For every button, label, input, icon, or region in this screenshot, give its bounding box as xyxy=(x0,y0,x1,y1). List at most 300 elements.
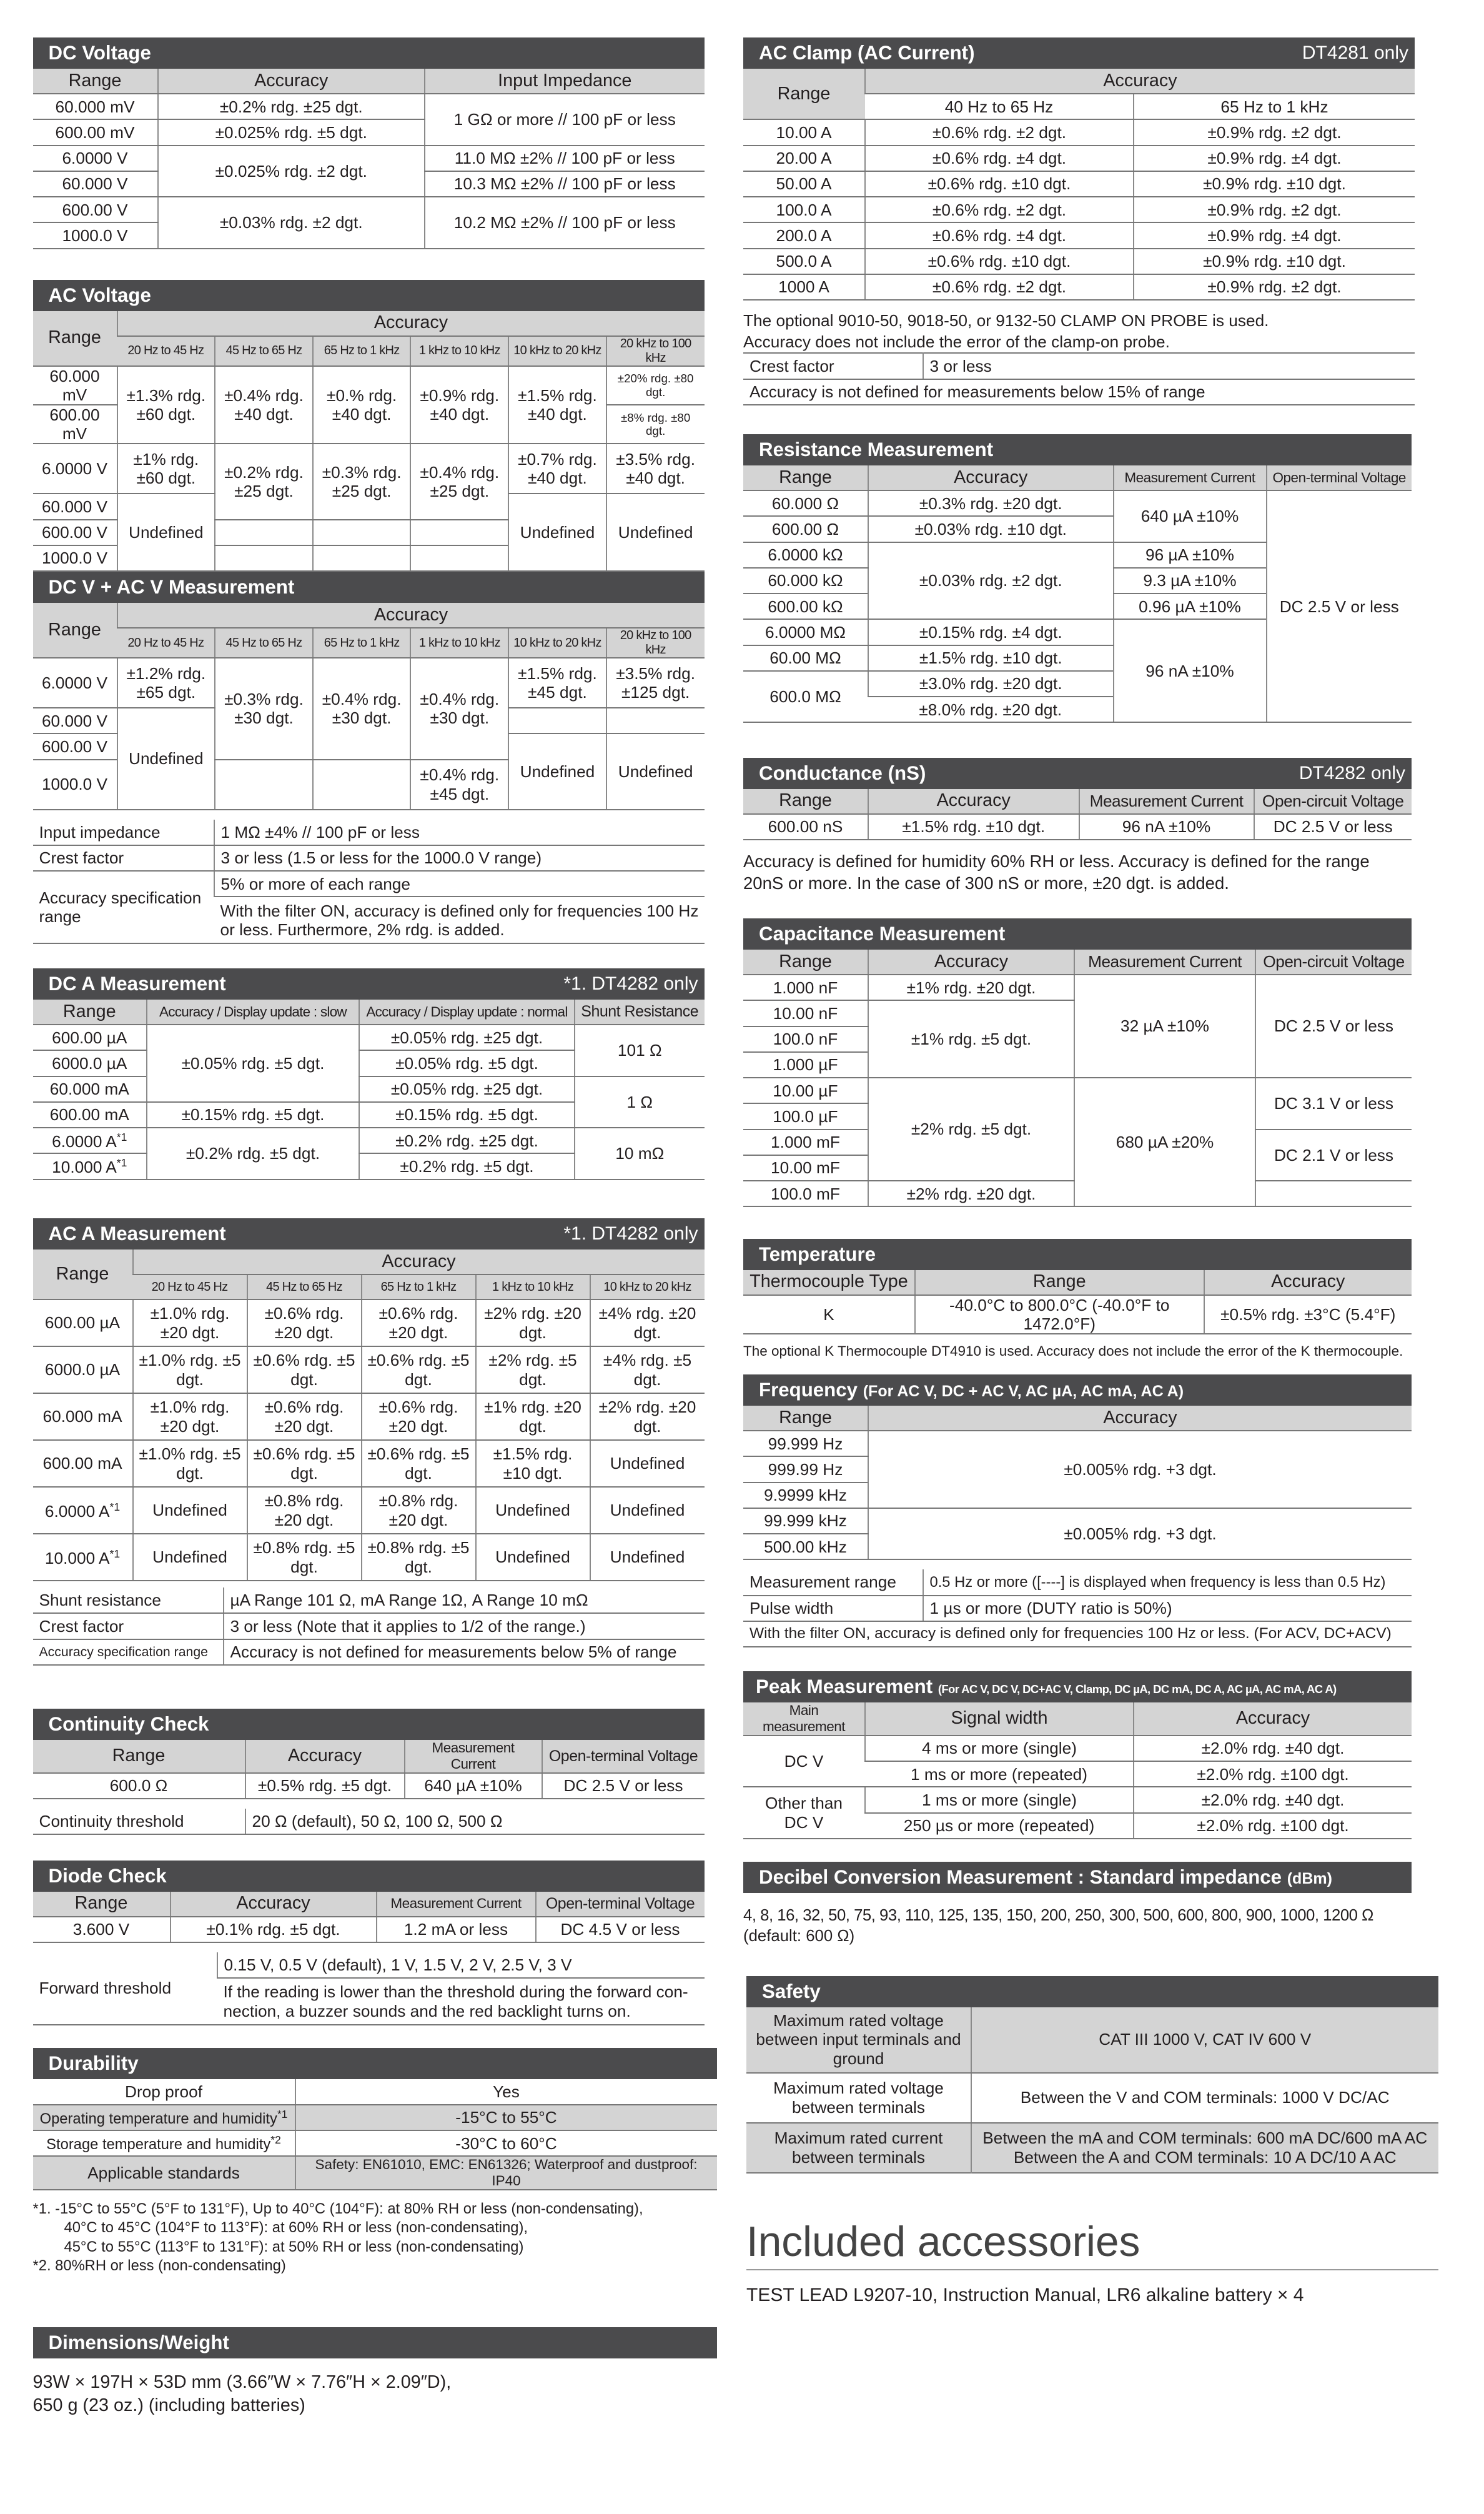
row-value: Between the V and COM terminals: 1000 V DC/AC xyxy=(971,2073,1438,2123)
blank-cell xyxy=(215,760,313,810)
range-cell: 9.9999 kHz xyxy=(743,1483,868,1508)
blank-cell xyxy=(508,708,606,733)
range-cell xyxy=(33,1534,133,1581)
blank-cell xyxy=(215,520,313,545)
continuity-section xyxy=(33,1709,705,1835)
label-text: Storage temperature and humidity xyxy=(46,2135,271,2153)
accuracy-cell: ±1.0% rdg. ±5 dgt. xyxy=(133,1346,247,1393)
table-row xyxy=(743,222,1415,248)
accuracy-cell: ±0.2% rdg. ±5 dgt. xyxy=(147,1128,359,1180)
accuracy-cell: ±0.% rdg. ±40 dgt. xyxy=(313,366,411,444)
conductance-table xyxy=(743,789,1412,840)
current-cell: 32 µA ±10% xyxy=(1074,975,1255,1078)
section-subtitle: (For AC V, DC V, DC+AC V, Clamp, DC µA, DC mA, DC A, AC µA, AC mA, AC A) xyxy=(937,1682,1337,1696)
range-cell: 6000.0 µA xyxy=(33,1050,147,1076)
blank-cell xyxy=(313,760,411,810)
blank-cell xyxy=(1255,1181,1412,1206)
freq-header: 65 Hz to 1 kHz xyxy=(313,628,411,658)
table-row xyxy=(743,249,1415,274)
accuracy-cell: ±0.15% rdg. ±5 dgt. xyxy=(147,1102,359,1128)
clamp-note: The optional 9010-50, 9018-50, or 9132-50 CLAMP ON PROBE is used. xyxy=(743,311,1269,330)
section-title: Safety xyxy=(746,1976,1438,2007)
accuracy-cell: ±3.0% rdg. ±20 dgt. xyxy=(868,671,1114,697)
peak-section xyxy=(743,1671,1412,1839)
frequency-table xyxy=(743,1406,1412,1560)
accuracy-cell: ±0.2% rdg. ±25 dgt. xyxy=(215,444,313,519)
col-header: Range xyxy=(33,1000,147,1025)
section-title-text: Decibel Conversion Measurement : Standard impedance xyxy=(759,1866,1282,1888)
ac-voltage-section xyxy=(33,280,705,572)
row-label xyxy=(33,2105,295,2130)
accuracy-cell: Undefined xyxy=(606,494,705,571)
accuracy-cell: ±3.5% rdg. ±125 dgt. xyxy=(606,658,705,708)
col-header: Accuracy xyxy=(133,1250,705,1274)
table-row xyxy=(33,1487,705,1534)
range-cell: 200.0 A xyxy=(743,222,865,248)
range-cell: 3.600 V xyxy=(33,1917,171,1942)
voltage-cell: DC 2.5 V or less xyxy=(1254,814,1412,840)
col-header: Range xyxy=(743,69,865,119)
accuracy-cell: ±1.5% rdg. ±10 dgt. xyxy=(476,1440,590,1487)
accuracy-cell: ±0.1% rdg. ±5 dgt. xyxy=(171,1917,377,1942)
section-title: AC Voltage xyxy=(33,280,705,311)
range-cell: 60.000 kΩ xyxy=(743,568,868,594)
range-cell xyxy=(33,1440,133,1487)
range-cell: 999.99 Hz xyxy=(743,1456,868,1482)
accuracy-cell: ±0.025% rdg. ±5 dgt. xyxy=(158,119,425,145)
accessories-title: Included accessories xyxy=(746,2218,1438,2270)
freq-header: 65 Hz to 1 kHz xyxy=(1134,94,1415,119)
ac-clamp-table xyxy=(743,69,1415,301)
col-header: Shunt Resistance xyxy=(575,1000,705,1025)
col-header: Range xyxy=(743,465,868,490)
range-text: 60.000 mA xyxy=(42,1407,122,1426)
col-header: Signal width xyxy=(865,1702,1134,1736)
table-row xyxy=(33,1346,705,1393)
accuracy-cell: ±2.0% rdg. ±40 dgt. xyxy=(1134,1736,1412,1761)
width-cell: 1 ms or more (single) xyxy=(865,1787,1134,1812)
range-text: 6000.0 µA xyxy=(44,1360,121,1379)
note-value: With the filter ON, accuracy is defined only for frequencies 100 Hz or less. Furthermore, 2% rdg. is added. xyxy=(214,897,705,943)
section-title: DC V + AC V Measurement xyxy=(33,572,705,603)
col-header: Accuracy xyxy=(171,1892,377,1917)
accessories-text: TEST LEAD L9207-10, Instruction Manual, LR6 alkaline battery × 4 xyxy=(746,2285,1304,2305)
range-cell xyxy=(33,1487,133,1534)
table-row xyxy=(33,1440,705,1487)
note-label: Crest factor xyxy=(33,845,214,871)
range-text: 10.000 A xyxy=(52,1157,117,1176)
accuracy-cell: ±0.9% rdg. ±40 dgt. xyxy=(410,366,508,444)
range-cell: 600.00 mV xyxy=(33,405,117,444)
range-cell: 600.00 nS xyxy=(743,814,868,840)
col-header: Open-circuit Voltage xyxy=(1254,789,1412,814)
range-cell: 100.0 nF xyxy=(743,1026,868,1052)
row-value xyxy=(971,2123,1438,2173)
safety-table xyxy=(746,2007,1438,2174)
accuracy-cell: ±0.005% rdg. +3 dgt. xyxy=(868,1508,1412,1560)
freq-header: 20 kHz to 100 kHz xyxy=(606,336,705,366)
col-header: Accuracy xyxy=(868,465,1114,490)
dc-a-section xyxy=(33,968,705,1180)
shunt-cell: 101 Ω xyxy=(575,1025,705,1076)
section-title xyxy=(743,37,1415,69)
row-value: CAT III 1000 V, CAT IV 600 V xyxy=(971,2007,1438,2073)
range-cell: 600.00 Ω xyxy=(743,516,868,542)
temperature-section xyxy=(743,1239,1412,1361)
row-value: -15°C to 55°C xyxy=(295,2105,717,2130)
range-cell: 20.00 A xyxy=(743,146,865,171)
accuracy-cell: ±2% rdg. ±20 dgt. xyxy=(590,1393,705,1440)
blank-cell xyxy=(410,520,508,545)
range-cell: 10.00 A xyxy=(743,119,865,145)
freq-header: 20 Hz to 45 Hz xyxy=(133,1274,247,1299)
ac-a-section xyxy=(33,1218,705,1666)
temperature-table xyxy=(743,1270,1412,1334)
dimensions-line: 93W × 197H × 53D mm (3.66″W × 7.76″H × 2.09″D), xyxy=(32,2372,452,2392)
accuracy-cell: ±0.03% rdg. ±2 dgt. xyxy=(158,197,425,249)
range-cell: 600.0 MΩ xyxy=(743,671,868,723)
table-row xyxy=(33,1299,705,1346)
accuracy-cell: ±0.03% rdg. ±2 dgt. xyxy=(868,542,1114,620)
resistance-table xyxy=(743,465,1412,723)
durability-table xyxy=(33,2079,717,2191)
clamp-note: Accuracy does not include the error of the clamp-on probe. xyxy=(743,332,1170,352)
col-header: Range xyxy=(33,603,117,658)
col-header: Range xyxy=(33,311,117,366)
current-cell: 0.96 µA ±10% xyxy=(1114,594,1267,619)
current-cell: 96 nA ±10% xyxy=(1079,814,1254,840)
section-title: Resistance Measurement xyxy=(743,434,1412,465)
accuracy-cell: Undefined xyxy=(508,494,606,571)
range-text: 600.00 mA xyxy=(42,1454,122,1473)
model-tag: *1. DT4282 only xyxy=(563,1223,698,1244)
accuracy-cell: ±0.6% rdg. ±20 dgt. xyxy=(247,1393,362,1440)
frequency-notes xyxy=(743,1569,1412,1647)
accuracy-cell: ±1.2% rdg. ±65 dgt. xyxy=(117,658,215,708)
range-cell: 1000 A xyxy=(743,274,865,300)
value-line: Between the A and COM terminals: 10 A DC/10 A AC xyxy=(1013,2147,1397,2167)
note-value: If the reading is lower than the threshold during the forward con-nection, a buzzer sounds and the red backlight turns on. xyxy=(217,1978,705,2025)
row-label: Drop proof xyxy=(33,2079,295,2105)
width-cell: 1 ms or more (repeated) xyxy=(865,1761,1134,1787)
accuracy-cell: ±0.9% rdg. ±10 dgt. xyxy=(1134,171,1415,197)
blank-cell xyxy=(410,545,508,571)
range-cell: 600.00 kΩ xyxy=(743,594,868,619)
accuracy-cell: ±0.8% rdg. ±5 dgt. xyxy=(247,1534,362,1581)
width-cell: 250 µs or more (repeated) xyxy=(865,1813,1134,1839)
accuracy-cell: ±1% rdg. ±20 dgt. xyxy=(476,1393,590,1440)
note-value: 1 MΩ ±4% // 100 pF or less xyxy=(214,820,705,845)
accuracy-cell: ±0.2% rdg. ±25 dgt. xyxy=(158,94,425,119)
accuracy-cell: ±0.4% rdg. ±30 dgt. xyxy=(313,658,411,760)
row-value: -30°C to 60°C xyxy=(295,2130,717,2156)
col-header: Accuracy xyxy=(158,69,425,94)
accuracy-cell: ±1.5% rdg. ±10 dgt. xyxy=(868,645,1114,671)
note-value: 0.5 Hz or more ([----] is displayed when frequency is less than 0.5 Hz) xyxy=(923,1569,1412,1595)
note-label: Crest factor xyxy=(743,353,923,379)
note-value: 3 or less xyxy=(923,353,1415,379)
capacitance-section xyxy=(743,918,1412,1207)
accuracy-cell: ±0.6% rdg. ±10 dgt. xyxy=(865,171,1134,197)
footnote: *2. 80%RH or less (non-condensating) xyxy=(32,2257,286,2275)
range-cell: 1.000 mF xyxy=(743,1130,868,1155)
width-cell: 4 ms or more (single) xyxy=(865,1736,1134,1761)
accuracy-cell: ±0.6% rdg. ±2 dgt. xyxy=(865,119,1134,145)
col-header: Measurement Current xyxy=(1079,789,1254,814)
footnote: *1. -15°C to 55°C (5°F to 131°F), Up to 40°C (104°F): at 80% RH or less (non-condensating), xyxy=(32,2200,643,2217)
accuracy-cell: ±0.05% rdg. ±5 dgt. xyxy=(359,1050,575,1076)
section-title xyxy=(33,968,705,1000)
table-row xyxy=(743,171,1415,197)
col-header: Open-terminal Voltage xyxy=(536,1892,705,1917)
accuracy-cell: ±0.005% rdg. +3 dgt. xyxy=(868,1431,1412,1508)
ac-voltage-table xyxy=(33,311,705,572)
range-text: 6.0000 A xyxy=(52,1131,117,1151)
accuracy-cell: ±0.15% rdg. ±4 dgt. xyxy=(868,619,1114,645)
frequency-section xyxy=(743,1374,1412,1647)
range-cell: 6.0000 V xyxy=(33,444,117,494)
section-title xyxy=(743,1862,1412,1893)
accuracy-cell: ±0.9% rdg. ±10 dgt. xyxy=(1134,249,1415,274)
ac-clamp-rows xyxy=(743,119,1415,300)
accuracy-cell: ±0.6% rdg. ±5 dgt. xyxy=(247,1346,362,1393)
accuracy-cell: ±0.5% rdg. ±5 dgt. xyxy=(245,1773,405,1799)
current-cell: 96 µA ±10% xyxy=(1114,542,1267,568)
accuracy-cell: ±0.9% rdg. ±2 dgt. xyxy=(1134,274,1415,300)
accuracy-cell: ±1.5% rdg. ±40 dgt. xyxy=(508,366,606,444)
safety-section xyxy=(746,1976,1438,2174)
row-value: Yes xyxy=(295,2079,717,2105)
accuracy-cell: Undefined xyxy=(590,1440,705,1487)
current-cell: 680 µA ±20% xyxy=(1074,1078,1255,1206)
range-cell: 600.00 µA xyxy=(33,1025,147,1050)
accuracy-cell: ±0.6% rdg. ±10 dgt. xyxy=(865,249,1134,274)
range-cell: 1000.0 V xyxy=(33,760,117,810)
col-header: Accuracy xyxy=(1134,1702,1412,1736)
footnote-mark: *1 xyxy=(116,1156,127,1169)
blank-cell xyxy=(215,545,313,571)
accuracy-cell: ±2% rdg. ±5 dgt. xyxy=(868,1078,1074,1181)
accuracy-cell: ±0.6% rdg. ±2 dgt. xyxy=(865,197,1134,222)
section-title xyxy=(743,1374,1412,1406)
type-cell: K xyxy=(743,1295,915,1334)
note-value: 20 Ω (default), 50 Ω, 100 Ω, 500 Ω xyxy=(245,1809,705,1834)
note-label: Accuracy specification range xyxy=(33,871,214,943)
range-cell: 99.999 Hz xyxy=(743,1431,868,1456)
clamp-notes xyxy=(743,352,1415,405)
freq-header: 45 Hz to 65 Hz xyxy=(215,628,313,658)
note-value: Accuracy is not defined for measurements below 5% of range xyxy=(224,1639,705,1665)
label-text: Operating temperature and humidity xyxy=(39,2110,277,2127)
model-tag: *1. DT4282 only xyxy=(563,973,698,994)
col-header: Thermocouple Type xyxy=(743,1270,915,1295)
range-cell xyxy=(33,1299,133,1346)
range-cell: 60.000 V xyxy=(33,171,158,197)
col-header: Measurement Current xyxy=(1074,950,1255,975)
freq-header: 10 kHz to 20 kHz xyxy=(590,1274,705,1299)
accuracy-cell: Undefined xyxy=(476,1534,590,1581)
note-label: Continuity threshold xyxy=(33,1809,245,1834)
footnote-mark: *1 xyxy=(116,1130,127,1143)
range-cell xyxy=(33,1393,133,1440)
note-label: Input impedance xyxy=(33,820,214,845)
accuracy-cell: ±0.2% rdg. ±5 dgt. xyxy=(359,1153,575,1179)
impedance-cell: 1 GΩ or more // 100 pF or less xyxy=(425,94,705,146)
section-title: Capacitance Measurement xyxy=(743,918,1412,950)
row-label: Maximum rated current between terminals xyxy=(746,2123,971,2173)
freq-header: 1 kHz to 10 kHz xyxy=(410,336,508,366)
accuracy-cell: Undefined xyxy=(117,708,215,810)
note-value: With the filter ON, accuracy is defined only for frequencies 100 Hz or less. (For ACV, DC+ACV) xyxy=(743,1621,1412,1647)
weight-line: 650 g (23 oz.) (including batteries) xyxy=(32,2395,305,2416)
section-title: Diode Check xyxy=(33,1861,705,1892)
accuracy-cell: ±2% rdg. ±20 dgt. xyxy=(868,1181,1074,1206)
accuracy-cell: ±0.4% rdg. ±25 dgt. xyxy=(410,444,508,519)
section-title-text: AC Clamp (AC Current) xyxy=(759,42,975,64)
shunt-cell: 1 Ω xyxy=(575,1076,705,1128)
note-label: Accuracy specification range xyxy=(33,1639,224,1665)
value-line: Between the mA and COM terminals: 600 mA DC/600 mA AC xyxy=(982,2129,1428,2148)
range-cell xyxy=(33,1153,147,1179)
continuity-table xyxy=(33,1740,705,1799)
range-cell: 50.00 A xyxy=(743,171,865,197)
accuracy-cell: ±0.6% rdg. ±5 dgt. xyxy=(362,1346,476,1393)
accuracy-cell: ±0.3% rdg. ±25 dgt. xyxy=(313,444,411,519)
accuracy-cell: ±0.6% rdg. ±20 dgt. xyxy=(362,1299,476,1346)
range-cell: 600.0 Ω xyxy=(33,1773,245,1799)
accuracy-cell: ±0.6% rdg. ±20 dgt. xyxy=(362,1393,476,1440)
durability-footnotes xyxy=(33,2200,717,2276)
accuracy-cell: ±2.0% rdg. ±100 dgt. xyxy=(1134,1813,1412,1839)
measurement-cell: Other than DC V xyxy=(743,1787,865,1839)
accuracy-cell: ±0.6% rdg. ±4 dgt. xyxy=(865,146,1134,171)
accuracy-cell: ±0.2% rdg. ±25 dgt. xyxy=(359,1128,575,1153)
note-value: 0.15 V, 0.5 V (default), 1 V, 1.5 V, 2 V, 2.5 V, 3 V xyxy=(217,1952,705,1978)
ac-a-notes xyxy=(33,1587,705,1666)
accuracy-cell: Undefined xyxy=(133,1534,247,1581)
accuracy-cell: ±2.0% rdg. ±100 dgt. xyxy=(1134,1761,1412,1787)
footnote: 40°C to 45°C (104°F to 113°F): at 60% RH or less (non-condensating), xyxy=(64,2219,528,2237)
current-cell: 1.2 mA or less xyxy=(377,1917,536,1942)
accuracy-cell: Undefined xyxy=(590,1534,705,1581)
accuracy-cell: Undefined xyxy=(133,1487,247,1534)
conductance-section xyxy=(743,758,1412,895)
range-cell: 6.0000 MΩ xyxy=(743,619,868,645)
measurement-cell: DC V xyxy=(743,1736,865,1787)
accuracy-cell: ±1% rdg. ±20 dgt. xyxy=(868,975,1074,1000)
section-title-text: Conductance (nS) xyxy=(759,762,926,784)
col-header: Range xyxy=(33,69,158,94)
accuracy-cell: ±1.3% rdg. ±60 dgt. xyxy=(117,366,215,444)
model-tag: DT4281 only xyxy=(1302,42,1408,63)
continuity-notes xyxy=(33,1809,705,1835)
col-header: Measurement Current xyxy=(405,1740,542,1773)
current-cell: 640 µA ±10% xyxy=(405,1773,542,1799)
decibel-section xyxy=(743,1862,1412,1947)
impedance-default: (default: 600 Ω) xyxy=(743,1927,855,1945)
dimensions-text xyxy=(33,2371,717,2418)
dc-voltage-section xyxy=(33,37,705,249)
blank-cell xyxy=(313,545,411,571)
col-header: Open-circuit Voltage xyxy=(1255,950,1412,975)
accuracy-cell: ±0.15% rdg. ±5 dgt. xyxy=(359,1102,575,1128)
col-header: Accuracy xyxy=(868,950,1074,975)
voltage-cell: DC 2.1 V or less xyxy=(1255,1130,1412,1181)
range-cell: 60.000 Ω xyxy=(743,490,868,516)
col-header: Accuracy xyxy=(117,311,705,336)
range-cell: 6.0000 V xyxy=(33,658,117,708)
voltage-cell: DC 2.5 V or less xyxy=(542,1773,705,1799)
peak-table xyxy=(743,1702,1412,1839)
accuracy-cell: ±0.9% rdg. ±4 dgt. xyxy=(1134,222,1415,248)
accuracy-cell: Undefined xyxy=(606,733,705,809)
range-cell: 6.0000 kΩ xyxy=(743,542,868,568)
accuracy-cell: ±2% rdg. ±5 dgt. xyxy=(476,1346,590,1393)
shunt-cell: 10 mΩ xyxy=(575,1128,705,1180)
accuracy-cell: ±0.6% rdg. ±4 dgt. xyxy=(865,222,1134,248)
voltage-cell: DC 2.5 V or less xyxy=(1267,490,1412,722)
accuracy-cell: ±0.4% rdg. ±40 dgt. xyxy=(215,366,313,444)
diode-table xyxy=(33,1892,705,1943)
range-cell: 10.00 mF xyxy=(743,1155,868,1181)
resistance-section xyxy=(743,434,1412,723)
dimensions-section xyxy=(33,2327,717,2418)
col-header: Accuracy xyxy=(117,603,705,628)
accuracy-cell: ±1.0% rdg. ±20 dgt. xyxy=(133,1299,247,1346)
section-title: Temperature xyxy=(743,1239,1412,1270)
accuracy-cell: Undefined xyxy=(476,1487,590,1534)
range-cell: -40.0°C to 800.0°C (-40.0°F to 1472.0°F) xyxy=(915,1295,1204,1334)
footnote-mark: *1 xyxy=(109,1500,121,1513)
dc-a-table xyxy=(33,1000,705,1180)
range-cell: 99.999 kHz xyxy=(743,1508,868,1534)
col-header: Accuracy xyxy=(1204,1270,1412,1295)
col-header: Range xyxy=(743,789,868,814)
accuracy-cell: ±0.7% rdg. ±40 dgt. xyxy=(508,444,606,494)
accuracy-cell: Undefined xyxy=(508,733,606,809)
accuracy-cell: ±0.05% rdg. ±25 dgt. xyxy=(359,1025,575,1050)
impedance-list: 4, 8, 16, 32, 50, 75, 93, 110, 125, 135, 150, 200, 250, 300, 500, 600, 800, 900, 1000, 1200 Ω xyxy=(743,1907,1373,1924)
blank-cell xyxy=(606,708,705,733)
range-cell: 10.00 nF xyxy=(743,1000,868,1026)
dcv-acv-section xyxy=(33,572,705,944)
accuracy-cell: ±8% rdg. ±80 dgt. xyxy=(606,405,705,444)
freq-header: 65 Hz to 1 kHz xyxy=(362,1274,476,1299)
range-cell: 60.000 V xyxy=(33,494,117,519)
current-cell: 96 nA ±10% xyxy=(1114,619,1267,722)
col-header: Main measurement xyxy=(743,1702,865,1736)
freq-header: 20 Hz to 45 Hz xyxy=(117,628,215,658)
range-cell: 60.000 V xyxy=(33,708,117,733)
accuracy-cell: Undefined xyxy=(117,494,215,571)
note-value: Accuracy is not defined for measurements below 15% of range xyxy=(743,379,1415,405)
footnote-mark: *2 xyxy=(270,2134,281,2147)
range-cell: 1.000 µF xyxy=(743,1052,868,1078)
accuracy-cell: ±2.0% rdg. ±40 dgt. xyxy=(1134,1787,1412,1812)
range-cell: 600.00 mV xyxy=(33,119,158,145)
impedance-cell: 10.3 MΩ ±2% // 100 pF or less xyxy=(425,171,705,197)
current-cell: 640 µA ±10% xyxy=(1114,490,1267,542)
col-header: Accuracy xyxy=(868,789,1079,814)
accuracy-cell: ±2% rdg. ±20 dgt. xyxy=(476,1299,590,1346)
accuracy-cell: ±0.05% rdg. ±25 dgt. xyxy=(359,1076,575,1102)
freq-header: 45 Hz to 65 Hz xyxy=(247,1274,362,1299)
col-header: Range xyxy=(743,1406,868,1431)
model-tag: DT4282 only xyxy=(1298,762,1405,783)
accuracy-cell: ±8.0% rdg. ±20 dgt. xyxy=(868,697,1114,722)
capacitance-table xyxy=(743,950,1412,1207)
section-subtitle: (dBm) xyxy=(1287,1870,1332,1887)
